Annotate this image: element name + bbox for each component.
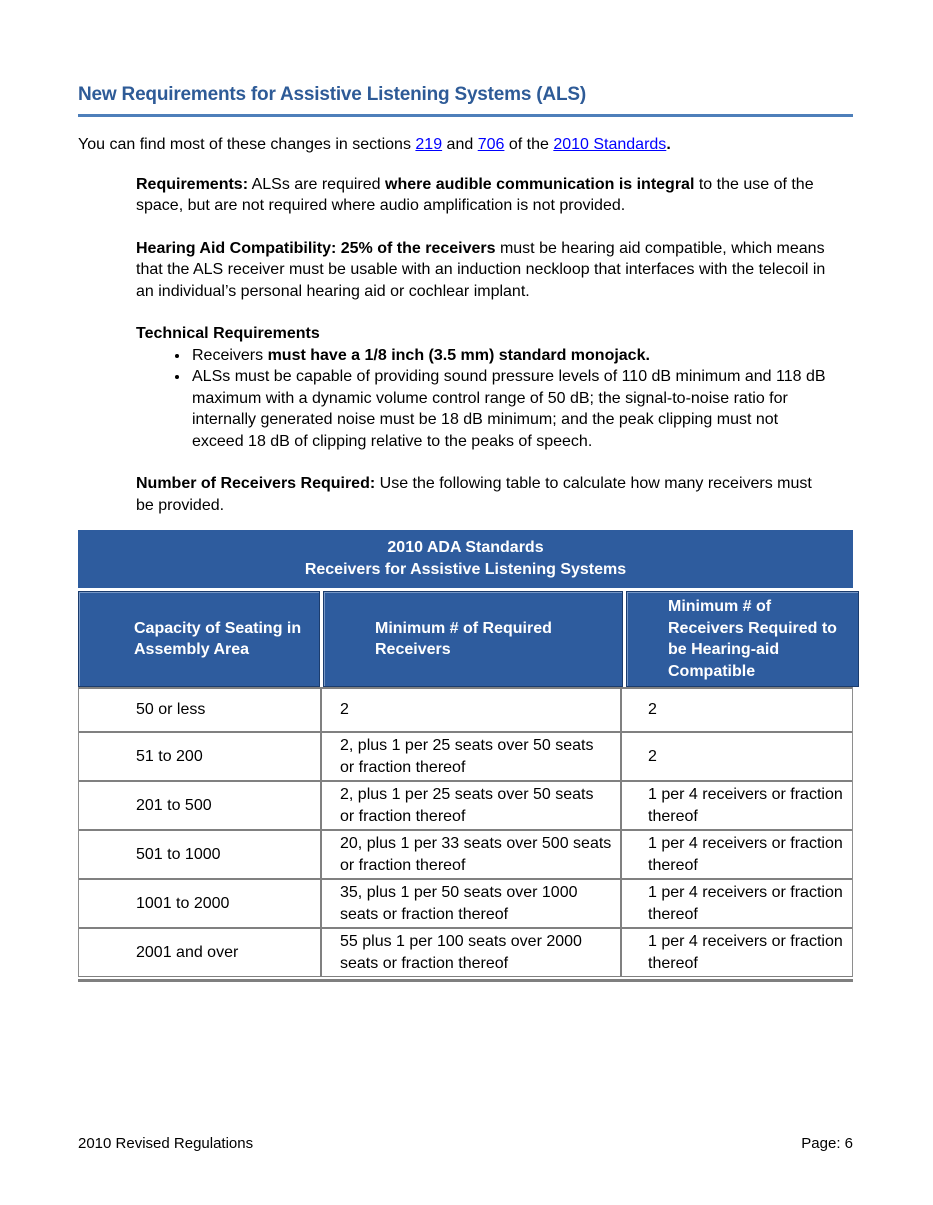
table-cell: 501 to 1000 [136, 845, 221, 863]
number-of-receivers-paragraph [136, 473, 833, 516]
receivers-table [78, 530, 853, 982]
column-header: Capacity of Seating in Assembly Area [78, 591, 320, 687]
table-row [79, 927, 852, 976]
table-cell: 35, plus 1 per 50 seats over 1000 seats or fraction thereof [320, 880, 620, 927]
intro-paragraph [78, 134, 853, 156]
indented-body [136, 174, 833, 517]
column-header: Minimum # of Receivers Required to be Hearing-aid Compatible [626, 591, 859, 687]
technical-requirements-heading: Technical Requirements [136, 325, 320, 342]
table-header-row [78, 588, 853, 687]
table-row [79, 878, 852, 927]
link-2010-standards[interactable]: 2010 Standards [553, 136, 667, 153]
table-cell: 20, plus 1 per 33 seats over 500 seats or fraction thereof [320, 831, 620, 878]
page-title: New Requirements for Assistive Listening Systems (ALS) [78, 84, 853, 117]
bullet-text: Receivers [192, 346, 268, 364]
table-bottom-border [78, 979, 853, 982]
table-cell: 2 [620, 733, 852, 780]
number-of-receivers-label: Number of Receivers Required: [136, 475, 376, 492]
list-item-sound-pressure: • ALSs must be capable of providing sound pressure levels of 110 dB minimum and 118 dB maximum with a dynamic volume control range of 50 dB; the signal-to-noise ratio for internally generated noise must be 18 dB minimum; and the peak clipping must not exceed 18 dB of clipping relative to the peaks of speech. [190, 366, 833, 452]
requirements-bold-text: where audible communication is integral [385, 175, 695, 193]
table-cell: 1001 to 2000 [136, 894, 230, 912]
intro-text: You can find most of these changes in sections [78, 136, 416, 153]
table-cell: 1 per 4 receivers or fraction thereof [620, 782, 852, 829]
requirements-label: Requirements: [136, 175, 249, 193]
table-row [79, 829, 852, 878]
table-cell: 55 plus 1 per 100 seats over 2000 seats or fraction thereof [320, 929, 620, 976]
table-cell: 2, plus 1 per 25 seats over 50 seats or fraction thereof [320, 782, 620, 829]
table-cell: 1 per 4 receivers or fraction thereof [620, 880, 852, 927]
number-of-receivers-text: Use the following table to calculate how many receivers must be provided. [136, 475, 812, 514]
requirements-text: to the use of the space, but are not required where audio amplification is not provided. [136, 175, 814, 214]
table-cell: 201 to 500 [136, 796, 212, 814]
table-row [79, 687, 852, 731]
footer-page-number: Page: 6 [801, 1135, 853, 1152]
table-title-line2: Receivers for Assistive Listening Systems [304, 560, 627, 578]
intro-text: and [442, 136, 478, 153]
table-cell: 51 to 200 [136, 747, 203, 765]
table-cell: 1 per 4 receivers or fraction thereof [620, 831, 852, 878]
hearing-aid-text: must be hearing aid compatible, which means that the ALS receiver must be usable with an induction neckloop that interfaces with the telecoil in an individual’s personal hearing aid or cochlear implant. [136, 239, 826, 300]
bullet-bold-text: must have a 1/8 inch (3.5 mm) standard monojack. [267, 346, 650, 364]
page-footer [78, 1135, 853, 1152]
table-cell: 2 [620, 689, 852, 731]
table-title-banner [78, 530, 853, 588]
table-row [79, 780, 852, 829]
table-title-line1: 2010 ADA Standards [387, 539, 544, 556]
intro-text: of the [504, 136, 554, 153]
table-cell: 50 or less [136, 701, 206, 719]
table-row [79, 731, 852, 780]
table-cell: 2, plus 1 per 25 seats over 50 seats or fraction thereof [320, 733, 620, 780]
footer-document-title: 2010 Revised Regulations [78, 1135, 254, 1152]
intro-period: . [666, 136, 671, 153]
table-cell: 1 per 4 receivers or fraction thereof [620, 929, 852, 976]
table-cell: 2001 and over [136, 943, 239, 961]
column-header: Minimum # of Required Receivers [323, 591, 623, 687]
list-item-monojack [190, 345, 833, 367]
link-section-706[interactable]: 706 [477, 136, 505, 153]
table-cell: 2 [320, 689, 620, 731]
document-content [78, 84, 853, 982]
technical-requirements-list [136, 345, 833, 453]
requirements-text: ALSs are required [248, 175, 385, 193]
table-body [78, 687, 853, 977]
hearing-aid-paragraph [136, 238, 833, 303]
link-section-219[interactable]: 219 [415, 136, 443, 153]
requirements-paragraph [136, 174, 833, 217]
hearing-aid-label: Hearing Aid Compatibility: 25% of the receivers [136, 239, 496, 257]
